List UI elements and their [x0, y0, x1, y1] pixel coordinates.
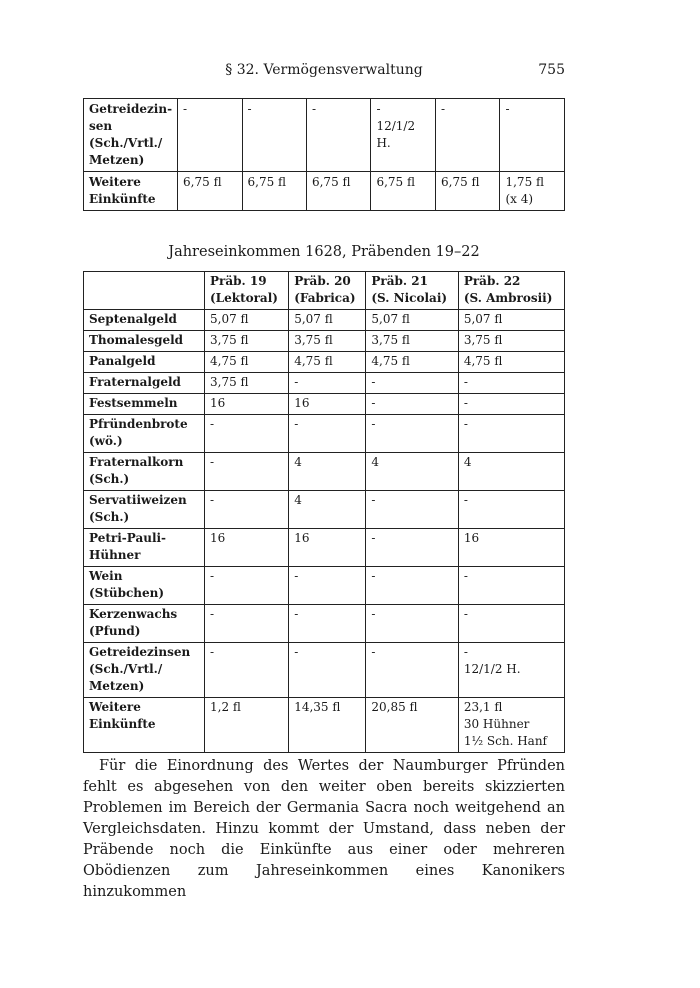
table-cell: - [289, 605, 366, 643]
table-cell: 4 [366, 453, 458, 491]
table-cell: - 12/1/2 H. [458, 643, 564, 698]
column-header: Präb. 21 (S. Nicolai) [366, 272, 458, 310]
table-cell: 4,75 fl [289, 352, 366, 373]
row-label: Wein (Stübchen) [84, 567, 205, 605]
row-label: Kerzenwachs (Pfund) [84, 605, 205, 643]
table-cell: - [289, 643, 366, 698]
table-cell: - 12/1/2 H. [371, 99, 436, 172]
table-cell: 4 [289, 491, 366, 529]
table-row [84, 310, 565, 331]
row-label: Getreidezinsen (Sch./Vrtl./ Metzen) [84, 643, 205, 698]
table-cell: - [366, 415, 458, 453]
table-cell: 4 [458, 453, 564, 491]
table-row [84, 491, 565, 529]
table-row [84, 567, 565, 605]
table-cell: 5,07 fl [289, 310, 366, 331]
row-label: Servatiiweizen (Sch.) [84, 491, 205, 529]
row-label: Weitere Einkünfte [84, 172, 178, 211]
table-cell: 16 [458, 529, 564, 567]
table-cell: 16 [205, 529, 289, 567]
table-row [84, 394, 565, 415]
table-row [84, 331, 565, 352]
header-row [84, 272, 565, 310]
table-cell: 6,75 fl [242, 172, 306, 211]
table-cell: - [366, 567, 458, 605]
row-label: Weitere Einkünfte [84, 698, 205, 753]
table-cell: 1,75 fl (x 4) [500, 172, 565, 211]
table-cell: - [500, 99, 565, 172]
table-row [84, 605, 565, 643]
table-cell: - [458, 567, 564, 605]
column-header [84, 272, 205, 310]
table-cell: - [205, 643, 289, 698]
column-header: Präb. 20 (Fabrica) [289, 272, 366, 310]
table-cell: - [289, 373, 366, 394]
table-row [84, 99, 565, 172]
table-cell: 3,75 fl [205, 373, 289, 394]
table-cell: - [289, 415, 366, 453]
table-row [84, 373, 565, 394]
row-label: Festsemmeln [84, 394, 205, 415]
row-label: Pfründenbrote (wö.) [84, 415, 205, 453]
table-cell: - [205, 415, 289, 453]
table-cell: 5,07 fl [366, 310, 458, 331]
table-cell: - [366, 491, 458, 529]
table-cell: 6,75 fl [371, 172, 436, 211]
table-row [84, 698, 565, 753]
table-row [84, 352, 565, 373]
row-label: Panalgeld [84, 352, 205, 373]
table-cell: - [458, 415, 564, 453]
table-cell: - [306, 99, 370, 172]
table-row [84, 172, 565, 211]
table-cell: - [436, 99, 500, 172]
column-header: Präb. 22 (S. Ambrosii) [458, 272, 564, 310]
table-cell: - [366, 373, 458, 394]
table-cell: - [366, 605, 458, 643]
row-label: Thomalesgeld [84, 331, 205, 352]
row-label: Petri-Pauli-Hühner [84, 529, 205, 567]
section-title: § 32. Vermögensverwaltung [225, 62, 423, 78]
table-cell: 16 [289, 394, 366, 415]
row-label: Fraternalgeld [84, 373, 205, 394]
table-cell: 6,75 fl [306, 172, 370, 211]
income-table-continued [83, 98, 565, 211]
table-cell: - [366, 394, 458, 415]
table-cell: 6,75 fl [178, 172, 242, 211]
table-cell: 16 [205, 394, 289, 415]
table-cell: 1,2 fl [205, 698, 289, 753]
table-cell: 4,75 fl [205, 352, 289, 373]
table-cell: 4,75 fl [366, 352, 458, 373]
table-cell: - [366, 643, 458, 698]
table-cell: 20,85 fl [366, 698, 458, 753]
table-cell: 4,75 fl [458, 352, 564, 373]
table-cell: - [458, 491, 564, 529]
running-header [83, 62, 565, 82]
table-cell: 5,07 fl [458, 310, 564, 331]
table-cell: - [178, 99, 242, 172]
table-cell: 3,75 fl [289, 331, 366, 352]
table-cell: - [205, 453, 289, 491]
table-row [84, 453, 565, 491]
table-cell: 4 [289, 453, 366, 491]
row-label: Septenalgeld [84, 310, 205, 331]
table-cell: 6,75 fl [436, 172, 500, 211]
table-cell: - [289, 567, 366, 605]
table-row [84, 529, 565, 567]
table-cell: - [366, 529, 458, 567]
table-cell: - [205, 605, 289, 643]
table-cell: - [242, 99, 306, 172]
income-table-1628 [83, 271, 565, 753]
table-caption: Jahreseinkommen 1628, Präbenden 19–22 [168, 244, 480, 260]
table-cell: 3,75 fl [366, 331, 458, 352]
table-cell: - [458, 605, 564, 643]
table-cell: - [205, 567, 289, 605]
table-cell: 23,1 fl 30 Hühner 1½ Sch. Hanf [458, 698, 564, 753]
table-cell: - [205, 491, 289, 529]
table-cell: 16 [289, 529, 366, 567]
page-number: 755 [538, 62, 565, 78]
table-row [84, 643, 565, 698]
row-label: Getreidezin- sen (Sch./Vrtl./ Metzen) [84, 99, 178, 172]
table-cell: - [458, 394, 564, 415]
table-cell: 5,07 fl [205, 310, 289, 331]
body-paragraph: Für die Einordnung des Wertes der Naumburger Pfründen fehlt es abgesehen von den weiter oben bereits skizzierten Problemen im Bereich der Germania Sacra noch weitgehend an Vergleichsdaten. Hinzu kommt der Umstand, dass neben der Präbende noch die Einkünfte aus einer oder mehreren Obödienzen zum Jahreseinkommen eines Kanonikers hinzukommen [83, 758, 565, 900]
column-header: Präb. 19 (Lektoral) [205, 272, 289, 310]
table-cell: 3,75 fl [205, 331, 289, 352]
table-cell: 3,75 fl [458, 331, 564, 352]
row-label: Fraternalkorn (Sch.) [84, 453, 205, 491]
table-cell: - [458, 373, 564, 394]
table-cell: 14,35 fl [289, 698, 366, 753]
table-row [84, 415, 565, 453]
